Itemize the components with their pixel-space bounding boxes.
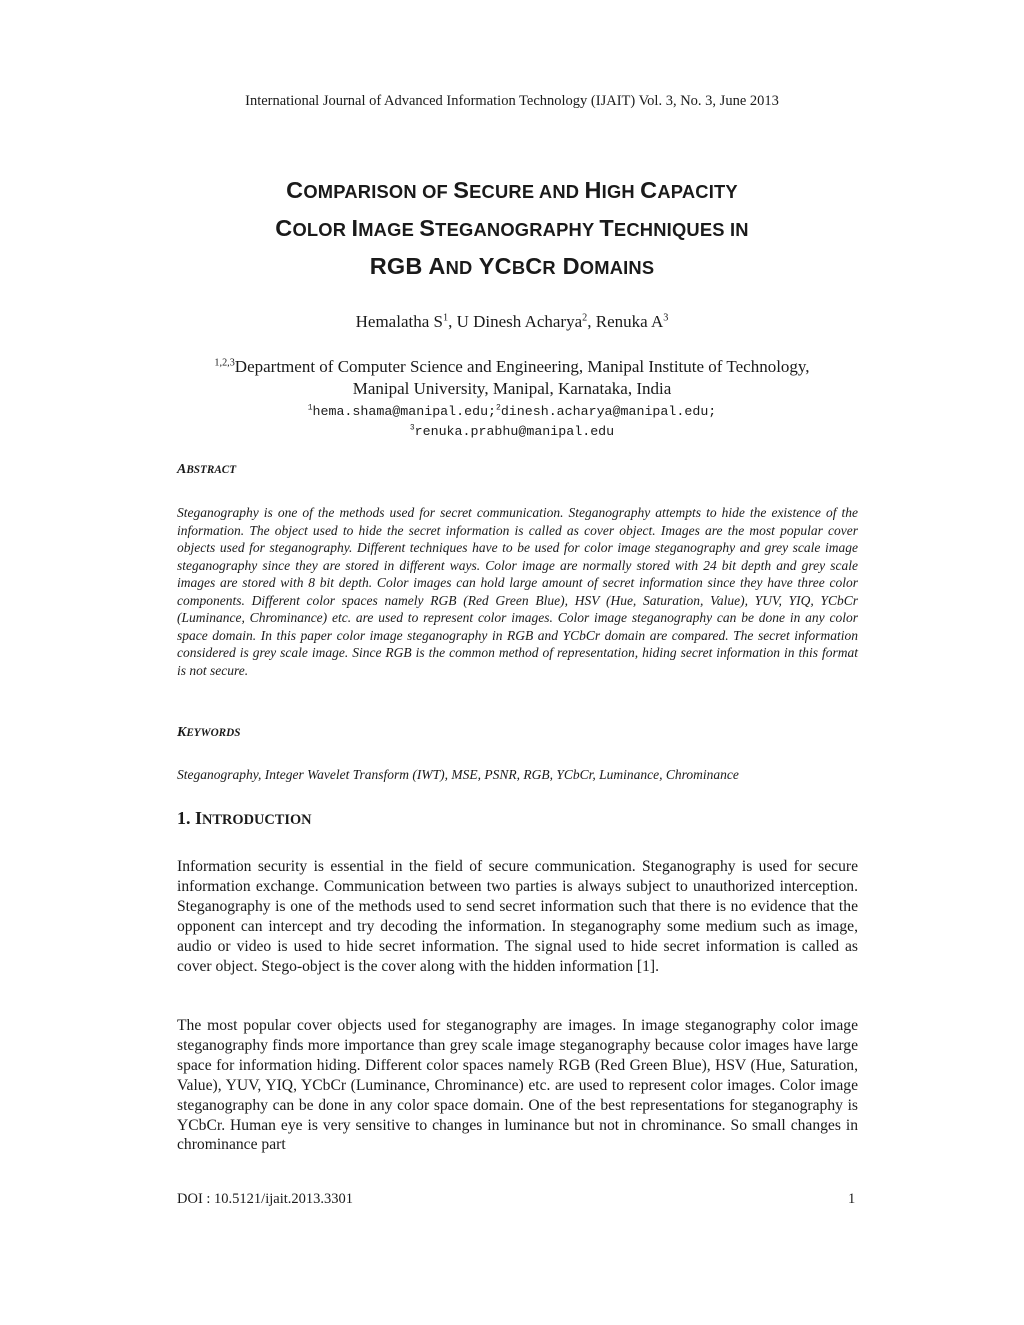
keywords-text: Steganography, Integer Wavelet Transform (IWT), MSE, PSNR, RGB, YCbCr, Luminance, Chrominance — [177, 767, 739, 782]
email-link[interactable]: hema.shama@manipal.edu; — [312, 404, 497, 419]
doi: DOI : 10.5121/ijait.2013.3301 — [177, 1191, 354, 1207]
journal-header: International Journal of Advanced Information Technology (IJAIT) Vol. 3, No. 3, June 2013 — [245, 93, 779, 109]
email-link[interactable]: renuka.prabhu@manipal.edu — [414, 424, 615, 439]
email-link[interactable]: dinesh.acharya@manipal.edu; — [500, 404, 717, 419]
title-line-2: COLOR IMAGE STEGANOGRAPHY TECHNIQUES IN — [275, 215, 749, 241]
paper-title — [140, 172, 884, 286]
keywords-heading: KEYWORDS — [177, 725, 241, 740]
author-list: Hemalatha $S^1$, U Dinesh Acharya$^2$, Renuka $A^3$ — [355, 312, 669, 331]
intro-paragraph-2: The most popular cover objects used for steganography are images. In image steganography color image steganography finds more importance than grey scale image steganography because color images have large space for information hiding. Different color spaces namely RGB (Red Green Blue), HSV (Hue, Saturation, Value), YUV, YIQ, YCbCr (Luminance, Chrominance) etc. are used to represent color images. Color image steganography can be done in any color space domain. One of the best representations for steganography is YCbCr. Human eye is very sensitive to changes in luminance but not in chrominance. So small changes in chrominance part — [177, 1017, 858, 1154]
abstract-heading: ABSTRACT — [177, 462, 237, 477]
author-emails: $^1$hema.shama@manipal.edu;$^2$dinesh.acharya@manipal.edu; $^3$renuka.prabhu@manipal.edu — [307, 403, 717, 439]
page-number: 1 — [848, 1191, 856, 1207]
intro-paragraph-1: Information security is essential in the field of secure communication. Steganography is used for secure information exchange. Communication between two parties is always subject to unauthorized interception. Steganography is one of the methods used to send secret information such that there is no evidence that the opponent can intercept and try decoding the information. In steganography some medium such as image, audio or video is used to hide secret information. The signal used to hide secret information is called as cover object. Stego-object is the cover along with the hidden information [1]. — [177, 858, 858, 975]
abstract-text: Steganography is one of the methods used for secret communication. Steganography attempts to hide the existence of the information. The object used to hide the secret information is called as cover object. Images are the most popular cover objects used for steganography. Different techniques have to be used for color image steganography and grey scale image steganography since they are stored in different ways. Color image are normally stored with 24 bit depth and grey scale images are stored with 8 bit depth. Color images can hold large amount of secret information since they have three color components. Different color spaces namely RGB (Red Green Blue), HSV (Hue, Saturation, Value), YUV, YIQ, YCbCr (Luminance, Chrominance) etc. are used to represent color images. Color image steganography can be done in any color space domain. In this paper color image steganography in RGB and YCbCr domain are compared. The secret information considered is grey scale image. Since RGB is the common method of representation, hiding secret information in this format is not secure. — [177, 505, 858, 678]
affiliation: $^{1,2,3}$Department of Computer Science and Engineering, Manipal Institute of Technology, Manipal University, Manipal, Karnataka, India — [214, 357, 810, 398]
title-line-3: RGB AND YCBCR DOMAINS — [369, 253, 655, 279]
title-line-1: COMPARISON OF SECURE AND HIGH CAPACITY — [286, 177, 738, 203]
introduction-heading: 1. INTRODUCTION — [177, 808, 312, 828]
